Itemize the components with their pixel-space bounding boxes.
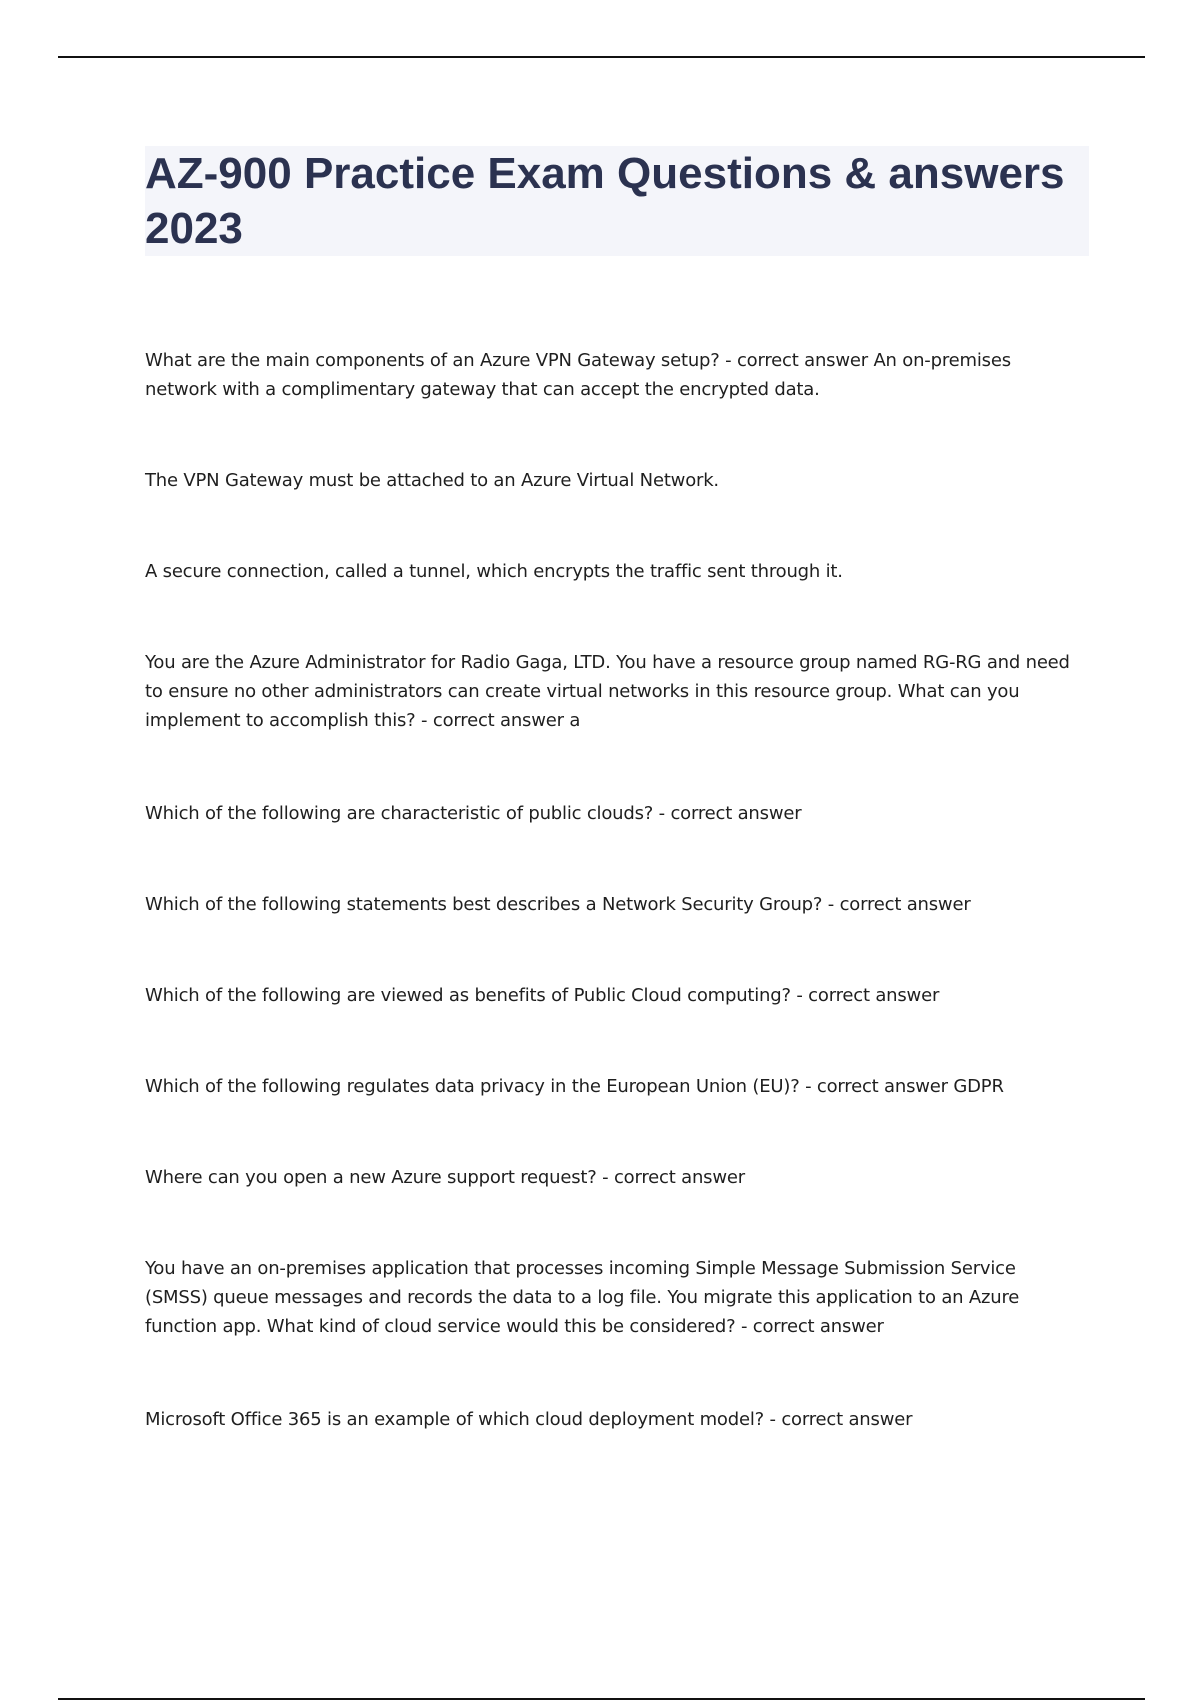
qa-paragraph-1: What are the main components of an Azure VPN Gateway setup? - correct answer An on-premises network with a complimentary gateway that can accept the encrypted data. xyxy=(145,350,1011,400)
qa-paragraph-2: The VPN Gateway must be attached to an Azure Virtual Network. xyxy=(145,470,719,491)
qa-paragraph-9: Where can you open a new Azure support request? - correct answer xyxy=(145,1167,745,1188)
qa-paragraph-6: Which of the following statements best describes a Network Security Group? - correct answer xyxy=(145,894,971,915)
qa-paragraph-4: You are the Azure Administrator for Radio Gaga, LTD. You have a resource group named RG-RG and need to ensure no other administrators can create virtual networks in this resource group. What can you implement to accomplish this? - correct answer a xyxy=(145,652,1070,731)
qa-paragraph-5: Which of the following are characteristic of public clouds? - correct answer xyxy=(145,803,802,824)
qa-paragraph-8: Which of the following regulates data privacy in the European Union (EU)? - correct answer GDPR xyxy=(145,1076,1004,1097)
qa-paragraph-10: You have an on-premises application that processes incoming Simple Message Submission Service (SMSS) queue messages and records the data to a log file. You migrate this application to an Azure function app. What kind of cloud service would this be considered? - correct answer xyxy=(145,1258,1020,1337)
qa-paragraph-7: Which of the following are viewed as benefits of Public Cloud computing? - correct answer xyxy=(145,985,940,1006)
page-title: AZ-900 Practice Exam Questions & answers 2023 xyxy=(145,149,1065,253)
qa-paragraph-11: Microsoft Office 365 is an example of which cloud deployment model? - correct answer xyxy=(145,1409,913,1430)
top-rule xyxy=(58,56,1145,58)
qa-paragraph-3: A secure connection, called a tunnel, which encrypts the traffic sent through it. xyxy=(145,561,843,582)
